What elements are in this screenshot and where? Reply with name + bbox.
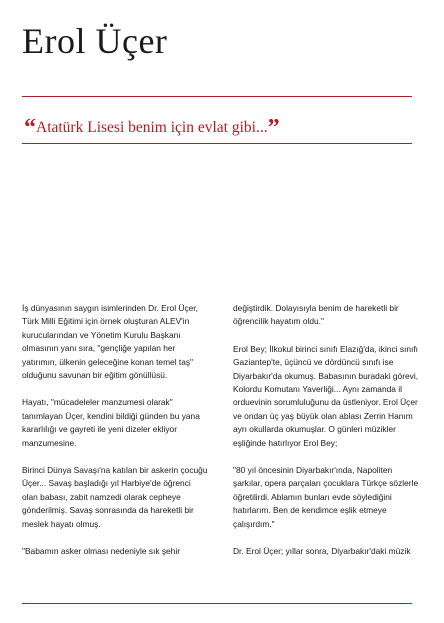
paragraph: "Babamın asker olması nedeniyle sık şehir <box>22 546 180 557</box>
bottom-divider <box>22 603 412 604</box>
pull-quote <box>24 112 280 139</box>
paragraph: Birinci Dünya Savaşı'na katılan bir askerin çocuğu Üçer... Savaş başladığı yıl Harbiye'de öğrenci olan babası, zabit namzedi olarak cepheye gönderilmiş. Savaş sonrasında da hareketli bir meslek hayatı olmuş. <box>22 465 208 529</box>
left-column <box>22 302 208 573</box>
quote-divider <box>22 143 412 144</box>
paragraph: İş dünyasının saygın isimlerinden Dr. Erol Üçer, Türk Milli Eğitimi için örnek oluşturan ALEV'in kurucularından ve Yönetim Kurulu Başkanı olmasının yanı sıra, "gençliğe yapılan her yatırımın, ülkenin geleceğine konan temel taş" olduğunu savunan bir eğitim gönüllüsü. <box>22 303 198 381</box>
paragraph: "80 yıl öncesinin Diyarbakır'ında, Napoliten şarkılar, opera parçaları çocuklara Türkçe sözlerle öğretilirdi. Ablamın bunları evde söylediğini hatırlarım. Ben de kendimce eşlik etmeye çalışırdım." <box>233 465 419 529</box>
top-divider <box>22 96 412 97</box>
paragraph: değiştirdik. Dolayısıyla benim de hareketli bir öğrencilik hayatım oldu." <box>233 303 399 327</box>
right-column <box>233 302 419 573</box>
article-title: Erol Üçer <box>22 21 168 61</box>
paragraph: Erol Bey; İlkokul birinci sınıfı Elazığ'da, ikinci sınıfı Gaziantep'te, üçüncü ve dördüncü sınıfı ise Diyarbakır'da okumuş. Babasının buradaki görevi, Kolordu Komutanı Yaverliği... Aynı zamanda il orduevinin sorumluluğunu da üstleniyor. Erol Üçer ve ondan üç yaş büyük olan ablası Zerrin Hanım ayrı okullarda okumuşlar. O günleri müzikler eşliğinde hatırlıyor Erol Bey; <box>233 343 419 448</box>
pull-quote-text: Atatürk Lisesi benim için evlat gibi... <box>36 119 268 136</box>
paragraph: Dr. Erol Üçer; yıllar sonra, Diyarbakır'daki müzik <box>233 546 411 557</box>
close-quote-mark: ” <box>267 115 280 141</box>
open-quote-mark: “ <box>24 115 36 141</box>
paragraph: Hayatı, "mücadeleler manzumesi olarak" tanımlayan Üçer, kendini bildiği günden bu yana kararlılığı ve gayreti ile yeni dizeler ekliyor manzumesine. <box>22 397 200 448</box>
